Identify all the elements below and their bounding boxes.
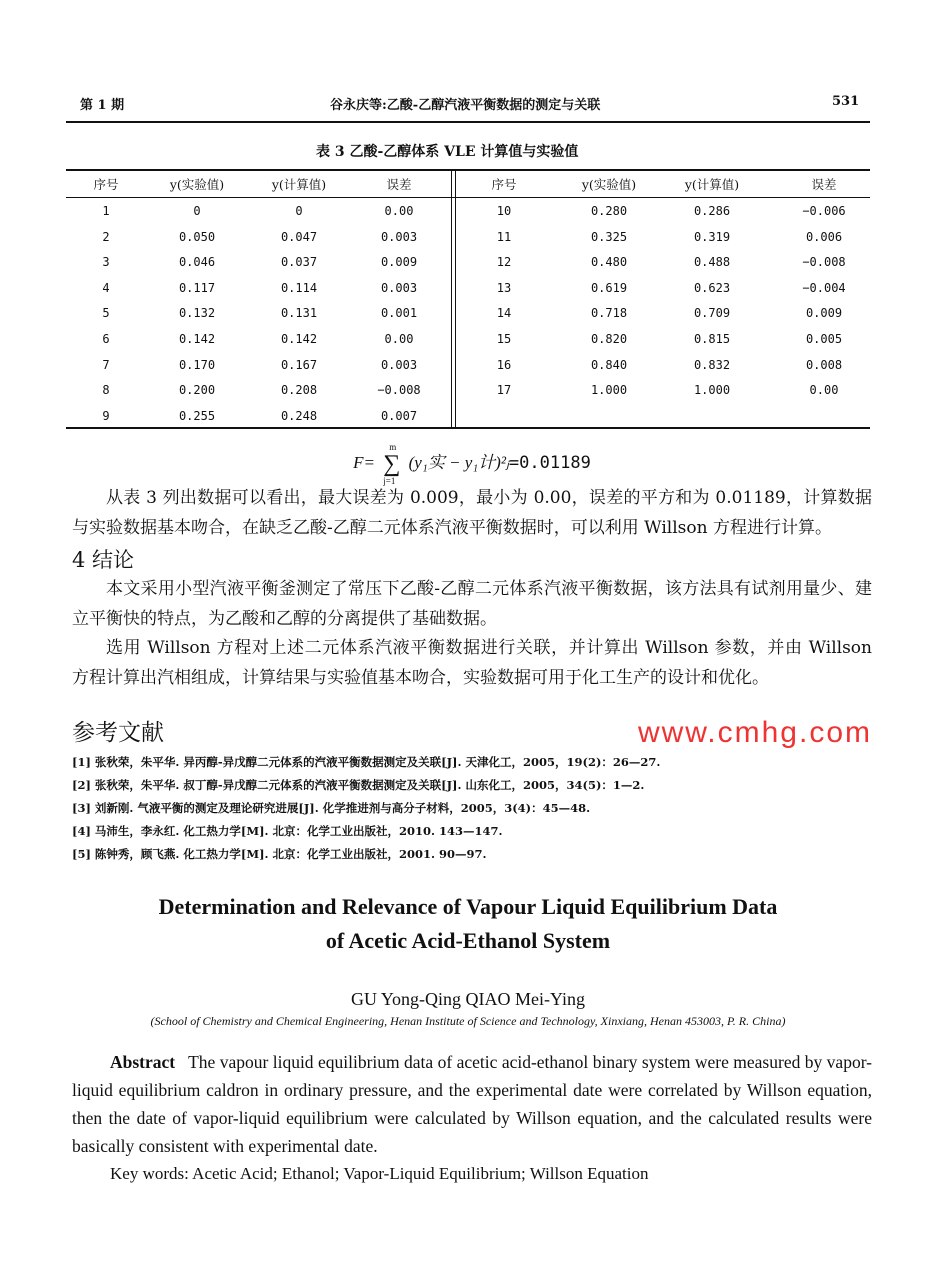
column-header: y(计算值) [271, 177, 327, 192]
table-cell: 0.170 [178, 357, 216, 372]
table-cell: 0.718 [590, 306, 628, 321]
table-cell: 0.286 [693, 204, 731, 218]
issue-label: 第 1 期 [80, 98, 125, 113]
table-cell: 0.050 [178, 229, 216, 244]
table-top-rule [66, 169, 870, 171]
table-cell: 0.00 [809, 383, 839, 398]
table-cell: 0.046 [178, 255, 216, 270]
column-header: 误差 [811, 177, 837, 192]
abstract-label: Abstract [110, 1052, 176, 1072]
table-cell: 0.619 [590, 280, 628, 295]
table-cell: 0.142 [178, 332, 216, 346]
conclusion-paragraph-2: 选用 Willson 方程对上述二元体系汽液平衡数据进行关联，并计算出 Willson 参数，并由 Willson 方程计算出汽相组成，计算结果与实验值基本吻合，实验数据可用于化工生产的设计和优化。 [72, 638, 872, 688]
table-cell: 2 [102, 229, 110, 244]
table-cell: 9 [102, 408, 110, 423]
table-cell: 1.000 [693, 383, 731, 398]
reference-item: [1] 张秋荣，朱平华. 异丙醇-异戊醇二元体系的汽液平衡数据测定及关联[J]. 天津化工，2005，19(2)：26—27. [72, 755, 661, 769]
table-cell: 0.007 [380, 408, 418, 423]
sum-lower: j=1 [383, 476, 396, 487]
table-cell: 0.248 [280, 408, 318, 423]
table-cell: 8 [102, 383, 110, 398]
table-cell: 0.623 [693, 280, 731, 295]
table-cell: 0.208 [280, 383, 318, 398]
body-flow [72, 442, 872, 1188]
reference-item: [5] 陈钟秀，顾飞燕. 化工热力学[M]. 北京：化学工业出版社，2001. 90—97. [72, 847, 487, 861]
table-cell: 0.114 [280, 280, 318, 295]
table-cell: 0.047 [280, 229, 318, 244]
column-header: y(计算值) [684, 177, 740, 192]
table-cell: 0.008 [805, 357, 843, 372]
reference-item: [3] 刘新刚. 气液平衡的测定及理论研究进展[J]. 化学推进剂与高分子材料，2005，3(4)：45—48. [72, 801, 591, 815]
table-cell: 0.709 [693, 306, 731, 321]
formula: F= ∑ m j=1 (y₁实 − y₁计)²ⱼ=0.01189 [353, 442, 591, 487]
table-cell: 0.003 [380, 357, 418, 372]
formula-body: (y₁实 − y₁计)²ⱼ [408, 453, 509, 472]
table-cell: 0.255 [178, 408, 216, 423]
table-cell: 0.009 [380, 255, 418, 270]
table-cell: 0.325 [590, 229, 628, 244]
table-cell: 0.480 [590, 255, 628, 270]
table-cell: 0.037 [280, 255, 318, 270]
table-cell: 0.142 [280, 332, 318, 346]
table-cell: 0.319 [693, 229, 731, 244]
table-bottom-rule [66, 427, 870, 429]
paragraph-analysis: 从表 3 列出数据可以看出，最大误差为 0.009，最小为 0.00，误差的平方和为 0.01189，计算数据与实验数据基本吻合，在缺乏乙酸-乙醇二元体系汽液平衡数据时，可以利用 Willson 方程进行计算。 [72, 488, 872, 538]
table-cell: 0 [295, 204, 303, 218]
table-cell: −0.008 [802, 255, 846, 270]
table-cell: 0 [193, 204, 201, 218]
abstract-text: The vapour liquid equilibrium data of acetic acid-ethanol binary system were measured by vapor-liquid equilibrium caldron in ordinary pressure, and the experimental date were correlated by Willson equation, then the date of vapor-liquid equilibrium were calculated by Willson equation, and the calculated results were basically consistent with experimental date. [72, 1052, 872, 1156]
table-cell: 7 [102, 357, 110, 372]
header-rule [66, 121, 870, 123]
column-header: 序号 [491, 177, 517, 192]
affiliation: (School of Chemistry and Chemical Engineering, Henan Institute of Science and Technology, Xinxiang, Henan 453003, P. R. China) [150, 1014, 786, 1028]
table-caption: 表 3 乙酸-乙醇体系 VLE 计算值与实验值 [316, 144, 579, 160]
table-cell: 0.001 [380, 306, 418, 321]
table-cell: 12 [496, 255, 512, 270]
column-header: 误差 [386, 177, 412, 192]
column-header: 序号 [93, 177, 119, 192]
table-cell: 0.131 [280, 306, 318, 321]
table-cell: 16 [496, 357, 512, 372]
table-cell: 0.280 [590, 204, 628, 218]
table-cell: 1.000 [590, 383, 628, 398]
table-cell: 10 [496, 204, 512, 218]
table-cell: 0.00 [384, 332, 414, 346]
page-number: 531 [832, 94, 860, 109]
watermark: www.cmhg.com [637, 716, 872, 749]
english-title-line1: Determination and Relevance of Vapour Liquid Equilibrium Data [158, 894, 778, 919]
keywords: Key words: Acetic Acid; Ethanol; Vapor-Liquid Equilibrium; Willson Equation [110, 1164, 649, 1183]
column-header: y(实验值) [581, 177, 637, 192]
running-title: 谷永庆等:乙酸-乙醇汽液平衡数据的测定与关联 [330, 98, 601, 113]
table-cell: 6 [102, 332, 110, 346]
table-header-rule [66, 197, 870, 198]
table-cell: 4 [102, 280, 110, 295]
table-cell: 0.117 [178, 280, 216, 295]
references-heading: 参考文献 [72, 720, 164, 746]
table-cell: 0.009 [805, 306, 843, 321]
table-cell: 0.832 [693, 357, 731, 372]
table-cell: 5 [102, 306, 110, 321]
table-cell: −0.008 [377, 383, 421, 398]
column-header: y(实验值) [169, 177, 225, 192]
table-cell: 0.00 [384, 204, 414, 218]
table-cell: 13 [496, 280, 512, 295]
table-cell: −0.006 [802, 204, 846, 218]
table-divider [455, 170, 456, 428]
table-cell: 0.200 [178, 383, 216, 398]
table-cell: 0.132 [178, 306, 216, 321]
formula-lhs: F= [353, 453, 376, 472]
reference-item: [4] 马沛生，李永红. 化工热力学[M]. 北京：化学工业出版社，2010. 143—147. [72, 824, 503, 838]
table-cell: 0.167 [280, 357, 318, 372]
table-cell: 11 [496, 229, 512, 244]
table-cell: 14 [496, 306, 512, 321]
table-cell: 17 [496, 383, 512, 398]
section-heading-conclusion: 4 结论 [72, 548, 135, 572]
table-cell: 0.820 [590, 332, 628, 346]
table-cell: 0.005 [805, 332, 843, 346]
table-cell: 15 [496, 332, 512, 346]
table-cell: 0.840 [590, 357, 628, 372]
authors: GU Yong-Qing QIAO Mei-Ying [350, 989, 585, 1009]
english-title-line2: of Acetic Acid-Ethanol System [325, 928, 611, 953]
table-cell: 0.003 [380, 229, 418, 244]
table-cell: 1 [102, 204, 110, 218]
reference-item: [2] 张秋荣，朱平华. 叔丁醇-异戊醇二元体系的汽液平衡数据测定及关联[J]. 山东化工，2005，34(5)：1—2. [72, 778, 645, 792]
sum-upper: m [389, 442, 397, 453]
table-cell: 3 [102, 255, 110, 270]
table-cell: −0.004 [802, 280, 846, 295]
table-divider [451, 170, 452, 428]
formula-rhs: =0.01189 [508, 453, 591, 473]
table-cell: 0.003 [380, 280, 418, 295]
conclusion-paragraph-1: 本文采用小型汽液平衡釜测定了常压下乙酸-乙醇二元体系汽液平衡数据，该方法具有试剂用量少、建立平衡快的特点，为乙酸和乙醇的分离提供了基础数据。 [72, 579, 872, 629]
table-cell: 0.006 [805, 229, 843, 244]
table-cell: 0.488 [693, 255, 731, 270]
abstract [72, 1048, 872, 1160]
table-cell: 0.815 [693, 332, 731, 346]
